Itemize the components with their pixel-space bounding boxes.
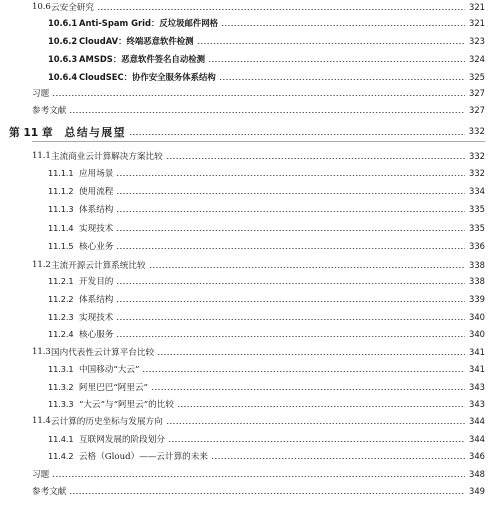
section-number: 第 11 章 [9,125,53,139]
section-number: 11.4.2 [48,451,74,461]
dot-leader [69,112,465,113]
page-number: 334 [469,186,485,196]
dot-leader [208,61,465,62]
toc-entry-label [0,468,49,480]
toc-entry-label [0,381,148,393]
section-title: 体系结构 [79,295,114,305]
dot-leader [142,371,465,372]
section-title: 习题 [32,89,50,99]
section-title: 总结与展望 [64,125,127,139]
toc-entry-label [0,240,113,252]
toc-entry[interactable] [0,219,491,237]
dot-leader [116,283,465,284]
page-number: 339 [469,294,485,304]
page-number: 346 [469,451,485,461]
section-number: 11.3.2 [48,382,74,392]
page-number: 338 [469,260,485,270]
section-title: 体系结构 [79,205,114,215]
toc-entry-label [0,1,94,13]
page-number: 340 [469,329,485,339]
section-number: 11.1.2 [48,186,74,196]
section-number: 10.6.1 [48,18,78,28]
toc-entry[interactable] [0,482,491,500]
section-title: 核心业务 [79,242,114,252]
toc-entry-label [0,398,174,410]
toc-entry-label [0,433,165,445]
toc-entry[interactable] [0,343,491,361]
dot-leader [116,211,465,212]
dot-leader [52,476,465,477]
toc-entry[interactable] [0,360,491,378]
page-number: 335 [469,223,485,233]
toc-entry[interactable] [0,447,491,465]
page-number: 321 [469,18,485,28]
toc-entry[interactable] [0,164,491,182]
section-title: 实现技术 [79,224,114,234]
section-number: 11.2 [32,260,51,270]
toc-entry[interactable] [0,308,491,326]
dot-leader [151,389,465,390]
section-number: 10.6.3 [48,54,78,64]
dot-leader [116,193,465,194]
page-number: 332 [469,168,485,178]
page-number: 335 [469,204,485,214]
page-number: 343 [469,382,485,392]
page-number: 343 [469,399,485,409]
dot-leader [116,319,465,320]
dot-leader [129,134,465,135]
toc-entry-label [0,275,113,287]
section-number: 11.4.1 [48,434,74,444]
section-title: “大云”与“阿里云”的比较 [79,400,174,410]
section-title: 应用场景 [79,169,114,179]
page-number: 325 [469,72,485,82]
section-title: 云安全研究 [51,3,94,13]
dot-leader [97,9,465,10]
toc-entry-label [0,311,113,323]
dot-leader [52,95,465,96]
dot-leader [168,441,465,442]
toc-entry[interactable] [0,237,491,255]
page-number: 344 [469,416,485,426]
toc-entry[interactable] [0,101,491,119]
section-title: 核心服务 [79,330,114,340]
dot-leader [69,493,465,494]
chapter-heading[interactable] [0,122,491,142]
toc-entry-label [0,35,194,47]
dot-leader [166,158,465,159]
toc-entry[interactable] [0,14,491,32]
toc-entry[interactable] [0,272,491,290]
toc-entry-label [0,104,66,116]
page-number: 323 [469,36,485,46]
section-title: 互联网发展的阶段划分 [79,435,165,445]
dot-leader [197,43,466,44]
section-title: 阿里巴巴“阿里云” [79,383,148,393]
toc-entry-label [0,328,113,340]
toc-entry-label [0,293,113,305]
section-title: 实现技术 [79,313,114,323]
section-title: 开发目的 [79,277,114,287]
section-number: 11.4 [32,416,51,426]
section-number: 10.6.2 [48,36,78,46]
section-number: 11.2.1 [48,276,74,286]
toc-entry[interactable] [0,378,491,396]
section-number: 11.2.4 [48,329,74,339]
toc-entry-label [0,53,205,65]
page-number: 324 [469,54,485,64]
toc-entry[interactable] [0,50,491,68]
page-number: 332 [468,127,485,137]
toc-entry-label [0,167,113,179]
section-title: Anti-Spam Grid：反垃圾邮件网格 [79,18,218,28]
dot-leader [211,458,465,459]
dot-leader [116,175,465,176]
toc-entry-label [0,125,126,140]
section-title: 国内代表性云计算平台比较 [51,348,155,358]
toc-entry-label [0,87,49,99]
section-number: 11.1.1 [48,168,74,178]
page-number: 348 [469,469,485,479]
toc-entry-label [0,363,139,375]
toc-entry-label [0,71,216,83]
section-number: 11.2.3 [48,312,74,322]
section-number: 11.3.1 [48,364,74,374]
chapter-divider [32,141,485,142]
page-number: 349 [469,486,485,496]
toc-entry[interactable] [0,84,491,102]
dot-leader [221,25,465,26]
section-title: 参考文献 [32,106,67,116]
toc-entry-label [0,259,146,271]
page-number: 327 [469,88,485,98]
section-number: 11.1.3 [48,204,74,214]
page-number: 332 [469,151,485,161]
page-number: 336 [469,241,485,251]
section-title: 云格（Gloud）——云计算的未来 [79,452,208,462]
section-number: 11.1.5 [48,241,74,251]
toc-entry-label [0,150,163,162]
section-title: AMSDS：恶意软件签名自动检测 [79,54,205,64]
dot-leader [177,406,465,407]
page-number: 341 [469,364,485,374]
toc-entry-label [0,203,113,215]
dot-leader [157,354,465,355]
toc-entry-label [0,17,218,29]
toc-entry[interactable] [0,325,491,343]
page-number: 321 [469,2,485,12]
dot-leader [166,423,465,424]
toc-entry[interactable] [0,200,491,218]
dot-leader [116,230,465,231]
page-number: 338 [469,276,485,286]
toc-entry[interactable] [0,465,491,483]
page-number: 344 [469,434,485,444]
section-number: 11.3.3 [48,399,74,409]
section-title: 主流商业云计算解决方案比较 [51,152,163,162]
toc-entry[interactable] [0,147,491,165]
toc-entry-label [0,415,163,427]
page-number: 341 [469,347,485,357]
dot-leader [219,79,465,80]
section-title: 主流开源云计算系统比较 [51,261,146,271]
section-title: 云计算的历史坐标与发展方向 [51,417,163,427]
toc-entry[interactable] [0,290,491,308]
dot-leader [149,267,465,268]
toc-entry-label [0,485,66,497]
toc-entry[interactable] [0,430,491,448]
section-number: 11.1.4 [48,223,74,233]
page-number: 327 [469,105,485,115]
section-number: 11.2.2 [48,294,74,304]
toc-entry[interactable] [0,32,491,50]
section-number: 10.6 [32,2,51,12]
section-title: 习题 [32,470,50,480]
section-title: 中国移动“大云” [79,365,140,375]
section-title: 使用流程 [79,187,114,197]
page-number: 340 [469,312,485,322]
section-number: 11.3 [32,347,51,357]
section-number: 10.6.4 [48,72,78,82]
dot-leader [116,301,465,302]
toc-entry-label [0,185,113,197]
section-title: CloudAV：终端恶意软件检测 [79,36,194,46]
toc-entry-label [0,346,154,358]
section-title: CloudSEC：协作安全服务体系结构 [79,72,216,82]
toc-entry[interactable] [0,182,491,200]
toc-entry-label [0,222,113,234]
toc-entry-label [0,450,208,462]
toc-entry[interactable] [0,412,491,430]
section-title: 参考文献 [32,487,67,497]
dot-leader [116,336,465,337]
section-number: 11.1 [32,151,51,161]
toc-entry[interactable] [0,395,491,413]
dot-leader [116,248,465,249]
